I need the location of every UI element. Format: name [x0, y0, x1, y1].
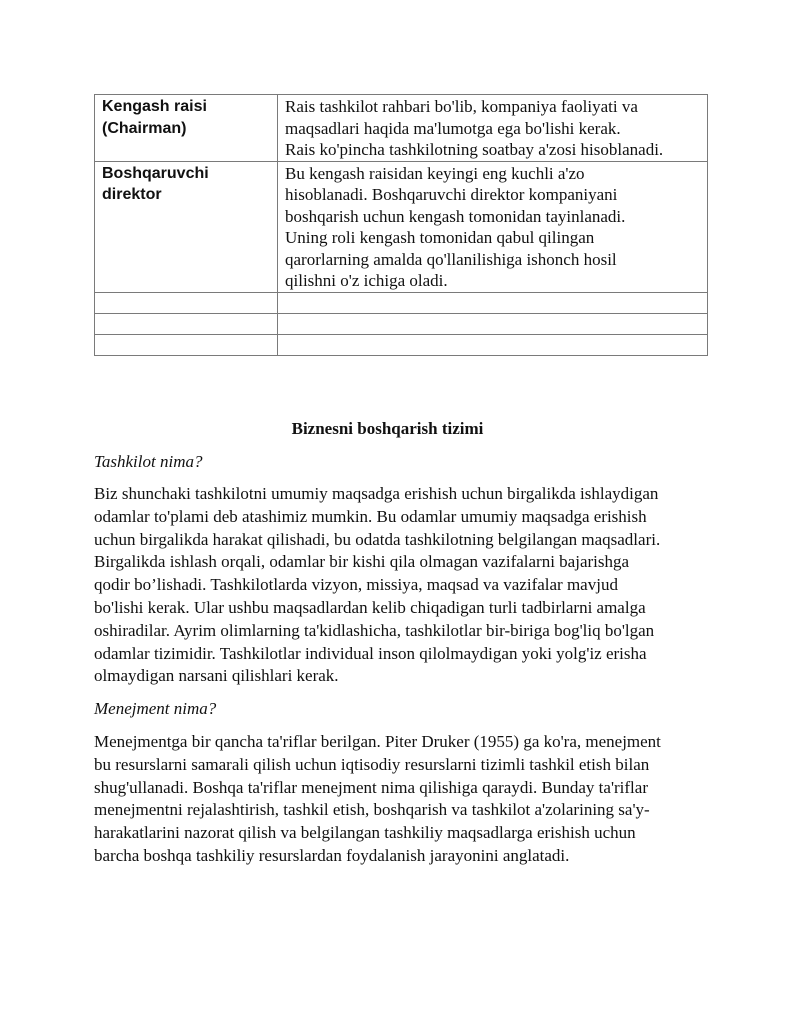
description-line: hisoblanadi. Boshqaruvchi direktor kompaniyani: [285, 185, 618, 204]
paragraph-line: bu resurslarni samarali qilish uchun iqtisodiy resurslarni tizimli tashkil etish bilan: [94, 754, 650, 774]
role-name-line: direktor: [102, 186, 162, 203]
roles-table: [94, 94, 708, 356]
paragraph-line: menejmentni rejalashtirish, tashkil etish, boshqarish va tashkilot a'zolarining sa'y-: [94, 800, 650, 820]
description-line: qarorlarning amalda qo'llanilishiga ishonch hosil: [285, 249, 617, 269]
section-title: Biznesni boshqarish tizimi: [291, 419, 484, 438]
description-cell: [278, 95, 708, 162]
paragraph-line: Menejmentga bir qancha ta'riflar berilgan. Piter Druker (1955) ga ko'ra, menejment: [94, 732, 661, 751]
empty-cell: [95, 334, 278, 355]
paragraph-line: harakatlarini nazorat qilish va belgilangan tashkiliy maqsadlarga erishish uchun: [94, 823, 636, 843]
paragraph-line: uchun birgalikda harakat qilishadi, bu odatda tashkilotning belgilangan maqsadlari.: [94, 529, 661, 549]
paragraph-line: odamlar to'plami deb atashimiz mumkin. Bu odamlar umumiy maqsadga erishish: [94, 506, 647, 526]
role-name-line: Boshqaruvchi: [102, 164, 209, 182]
paragraph-line: odamlar tizimidir. Tashkilotlar individual inson qilolmaydigan yoki yolg'iz erisha: [94, 643, 647, 663]
description-line: boshqarish uchun kengash tomonidan tayinlanadi.: [285, 206, 626, 226]
question-heading: Menejment nima?: [94, 699, 217, 718]
paragraph-line: barcha boshqa tashkiliy resurslardan foydalanish jarayonini anglatadi.: [94, 845, 570, 865]
question-heading: Tashkilot nima?: [94, 452, 203, 471]
description-cell: [278, 161, 708, 292]
description-line: Uning roli kengash tomonidan qabul qilingan: [285, 228, 595, 247]
table-row: [95, 95, 708, 162]
empty-cell: [278, 292, 708, 313]
role-name-line: Kengash raisi: [102, 98, 207, 115]
empty-cell: [278, 313, 708, 334]
description-line: maqsadlari haqida ma'lumotga ega bo'lishi kerak.: [285, 118, 621, 138]
paragraph-line: bo'lishi kerak. Ular ushbu maqsadlardan kelib chiqadigan turli tadbirlarni amalga: [94, 597, 646, 617]
role-name-line: (Chairman): [102, 119, 187, 137]
description-line: qilishni o'z ichiga oladi.: [285, 271, 448, 290]
empty-table-row: [95, 313, 708, 334]
paragraph-line: Biz shunchaki tashkilotni umumiy maqsadga erishish uchun birgalikda ishlaydigan: [94, 484, 659, 503]
paragraph-management: [94, 731, 714, 868]
role-cell: [95, 161, 278, 292]
paragraph-line: shug'ullanadi. Boshqa ta'riflar menejment nima qilishiga qaraydi. Bunday ta'riflar: [94, 777, 648, 797]
empty-table-row: [95, 334, 708, 355]
empty-table-row: [95, 292, 708, 313]
paragraph-line: oshiradilar. Ayrim olimlarning ta'kidlashicha, tashkilotlar bir-biriga bog'liq bo'lgan: [94, 620, 655, 640]
empty-cell: [95, 313, 278, 334]
empty-cell: [95, 292, 278, 313]
paragraph-line: Birgalikda ishlash orqali, odamlar bir kishi qila olmagan vazifalarni bajarishga: [94, 552, 630, 572]
paragraph-line: olmaydigan narsani qilishlari kerak.: [94, 666, 339, 686]
paragraph-line: qodir bo’lishadi. Tashkilotlarda vizyon, missiya, maqsad va vazifalar mavjud: [94, 575, 618, 595]
paragraph-organization: [94, 483, 714, 688]
description-line: Bu kengash raisidan keyingi eng kuchli a'zo: [285, 163, 585, 183]
empty-cell: [278, 334, 708, 355]
table-row: [95, 161, 708, 292]
description-line: Rais tashkilot rahbari bo'lib, kompaniya faoliyati va: [285, 97, 638, 116]
description-line: Rais ko'pincha tashkilotning soatbay a'zosi hisoblanadi.: [285, 140, 664, 159]
role-cell: [95, 95, 278, 162]
